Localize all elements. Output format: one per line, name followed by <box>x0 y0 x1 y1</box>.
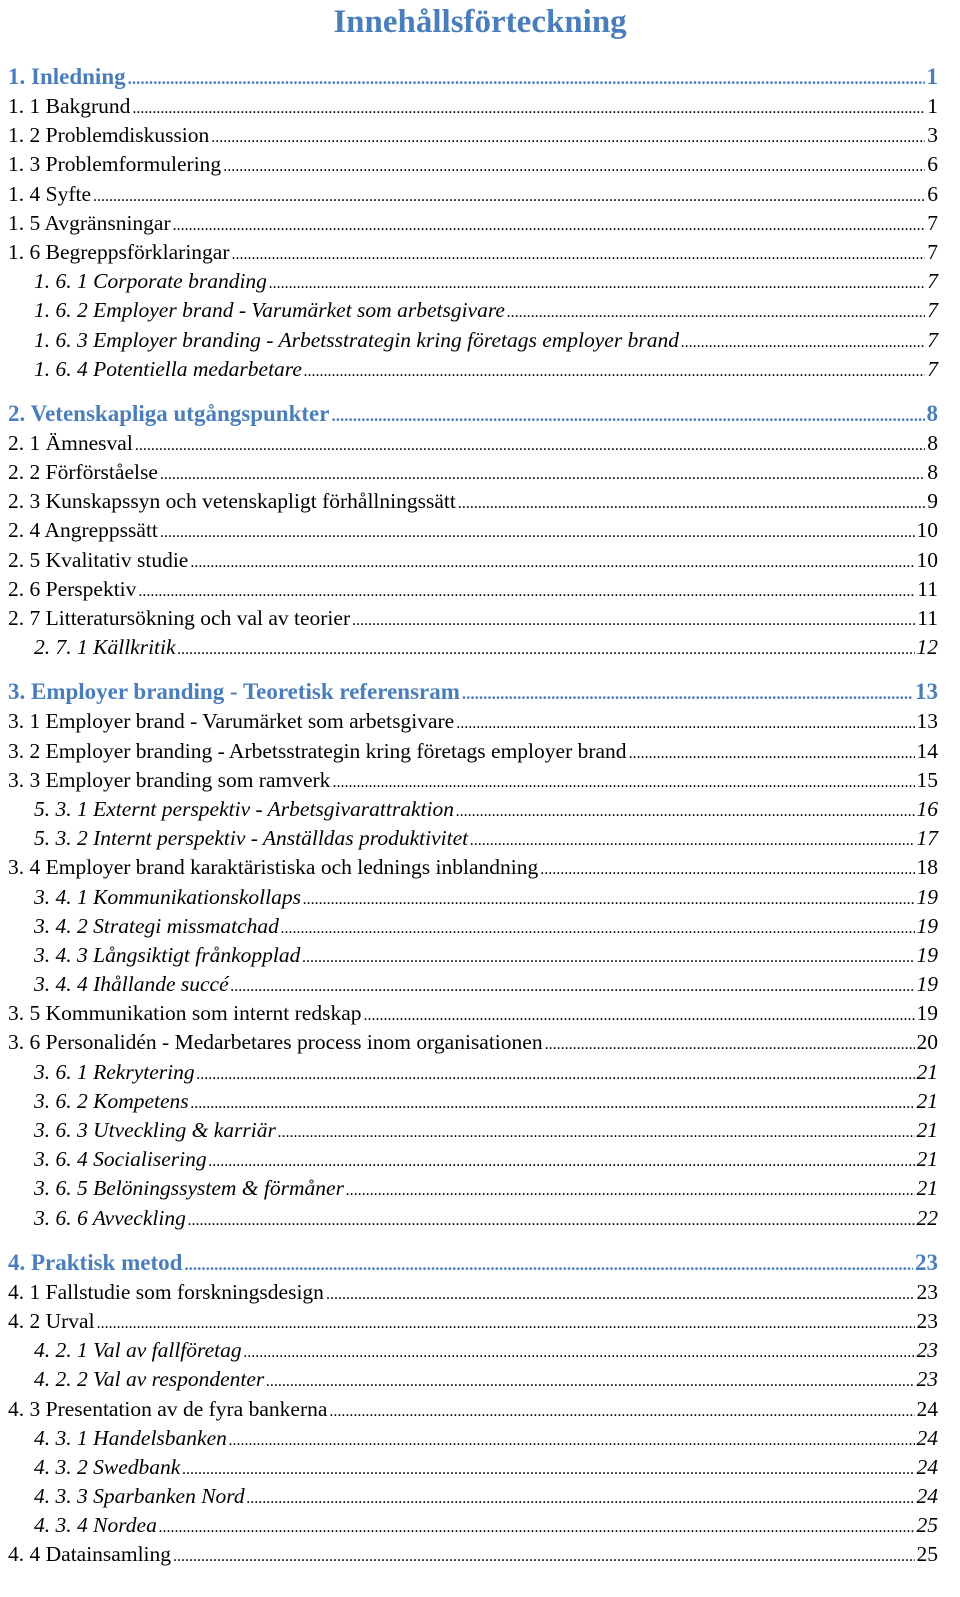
toc-dot-leader <box>182 1455 914 1484</box>
toc-page-number: 11 <box>917 576 938 601</box>
toc-entry-text: 5. 3. 2 Internt perspektiv - Anställdas produktivitet <box>34 826 469 851</box>
toc-dot-leader <box>281 914 915 943</box>
toc-page-number: 15 <box>916 767 938 792</box>
toc-entry-text: 2. 7. 1 Källkritik <box>34 635 176 660</box>
toc-entry-text: 1. 4 Syfte <box>8 181 92 206</box>
toc-entry-text: 4. 3. 3 Sparbanken Nord <box>34 1484 245 1509</box>
toc-dot-leader <box>209 1147 915 1176</box>
toc-subsection-entry[interactable] <box>8 1482 938 1511</box>
toc-section-entry[interactable] <box>8 1278 938 1307</box>
toc-section-entry[interactable] <box>8 487 938 516</box>
toc-entry-text: 4. 1 Fallstudie som forskningsdesign <box>8 1279 324 1304</box>
toc-section-entry[interactable] <box>8 737 938 766</box>
toc-entry-text: 2. 3 Kunskapssyn och vetenskapligt förhållningssätt <box>8 489 456 514</box>
toc-page-number: 24 <box>916 1454 938 1479</box>
toc-page-number: 21 <box>916 1059 938 1084</box>
toc-dot-leader <box>278 1118 915 1147</box>
toc-entry-text: 2. Vetenskapliga utgångspunkter <box>8 400 330 426</box>
toc-dot-leader <box>266 1367 914 1396</box>
toc-entry-text: 3. 3 Employer branding som ramverk <box>8 767 331 792</box>
toc-dot-leader <box>331 401 924 431</box>
toc-page-number: 7 <box>927 239 938 264</box>
toc-subsection-entry[interactable] <box>8 1145 938 1174</box>
toc-subsection-entry[interactable] <box>8 824 938 853</box>
toc-page-number: 20 <box>916 1030 938 1055</box>
toc-entry-text: 1. Inledning <box>8 64 126 89</box>
toc-dot-leader <box>332 768 914 797</box>
toc-dot-leader <box>190 548 914 577</box>
toc-page-number: 8 <box>926 400 938 426</box>
toc-entry-text: 3. 5 Kommunikation som internt redskap <box>8 1001 362 1026</box>
toc-entry-text: 3. 1 Employer brand - Varumärket som arbetsgivare <box>8 709 455 734</box>
toc-entry-text: 4. 3. 1 Handelsbanken <box>34 1425 227 1450</box>
toc-dot-leader <box>545 1030 915 1059</box>
toc-dot-leader <box>232 240 926 269</box>
toc-page-number: 23 <box>916 1338 938 1363</box>
toc-dot-leader <box>229 1426 915 1455</box>
toc-entry-text: 4. Praktisk metod <box>8 1249 183 1275</box>
toc-dot-leader <box>188 1206 915 1235</box>
toc-entry-text: 1. 6. 4 Potentiella medarbetare <box>34 356 302 381</box>
toc-entry-text: 4. 3. 4 Nordea <box>34 1513 157 1538</box>
toc-subsection-entry[interactable] <box>8 1058 938 1087</box>
toc-entry-text: 3. 6 Personalidén - Medarbetares process inom organisationen <box>8 1030 543 1055</box>
toc-page-number: 9 <box>927 489 938 514</box>
toc-section-entry[interactable] <box>8 92 938 121</box>
toc-entry-text: 2. 4 Angreppssätt <box>8 518 158 543</box>
toc-section-entry[interactable] <box>8 1028 938 1057</box>
toc-section-entry[interactable] <box>8 516 938 545</box>
toc-entry-text: 3. 2 Employer branding - Arbetsstrategin kring företags employer brand <box>8 738 627 763</box>
toc-dot-leader <box>470 826 914 855</box>
toc-section-entry[interactable] <box>8 150 938 179</box>
toc-page-number: 8 <box>927 430 938 455</box>
toc-subsection-entry[interactable] <box>8 1087 938 1116</box>
toc-dot-leader <box>135 431 925 460</box>
toc-page-number: 10 <box>916 518 938 543</box>
toc-entry-text: 2. 2 Förförståelse <box>8 460 158 485</box>
toc-entry-text: 3. Employer branding - Teoretisk referensram <box>8 679 460 705</box>
toc-dot-leader <box>197 1060 915 1089</box>
toc-subsection-entry[interactable] <box>8 795 938 824</box>
toc-entry-text: 4. 2 Urval <box>8 1308 95 1333</box>
toc-page-number: 7 <box>927 327 938 352</box>
toc-section-entry[interactable] <box>8 1540 938 1569</box>
toc-dot-leader <box>458 489 925 518</box>
toc-subsection-entry[interactable] <box>8 1511 938 1540</box>
toc-entry-text: 4. 3. 2 Swedbank <box>34 1454 181 1479</box>
toc-chapter-entry[interactable] <box>8 62 938 92</box>
toc-page-number: 17 <box>916 826 938 851</box>
toc-page-number: 24 <box>916 1484 938 1509</box>
toc-section-entry[interactable] <box>8 1307 938 1336</box>
toc-dot-leader <box>128 64 925 94</box>
toc-page-number: 23 <box>915 1249 938 1275</box>
toc-dot-leader <box>138 577 915 606</box>
toc-page-number: 21 <box>916 1147 938 1172</box>
toc-dot-leader <box>462 679 913 709</box>
toc-page-number: 7 <box>927 210 938 235</box>
toc-subsection-entry[interactable] <box>8 970 938 999</box>
toc-dot-leader <box>160 460 925 489</box>
toc-entry-text: 5. 3. 1 Externt perspektiv - Arbetsgivarattraktion <box>34 796 454 821</box>
toc-entry-text: 3. 6. 2 Kompetens <box>34 1088 189 1113</box>
toc-subsection-entry[interactable] <box>8 912 938 941</box>
toc-section-entry[interactable] <box>8 546 938 575</box>
toc-dot-leader <box>191 1089 915 1118</box>
toc-subsection-entry[interactable] <box>8 296 938 325</box>
toc-subsection-entry[interactable] <box>8 633 938 662</box>
toc-section-entry[interactable] <box>8 999 938 1028</box>
toc-title: Innehållsförteckning <box>333 4 627 40</box>
toc-entry-text: 1. 6. 2 Employer brand - Varumärket som arbetsgivare <box>34 298 505 323</box>
toc-dot-leader <box>352 606 915 635</box>
toc-subsection-entry[interactable] <box>8 941 938 970</box>
toc-page-number: 19 <box>916 884 938 909</box>
toc-entry-text: 4. 2. 2 Val av respondenter <box>34 1367 265 1392</box>
toc-entry-text: 3. 4 Employer brand karaktäristiska och lednings inblandning <box>8 855 539 880</box>
toc-dot-leader <box>456 797 915 826</box>
toc-entry-text: 4. 2. 1 Val av fallföretag <box>34 1338 242 1363</box>
toc-section-entry[interactable] <box>8 707 938 736</box>
toc-page-number: 24 <box>916 1425 938 1450</box>
toc-entry-text: 1. 2 Problemdiskussion <box>8 123 210 148</box>
toc-subsection-entry[interactable] <box>8 1365 938 1394</box>
toc-subsection-entry[interactable] <box>8 1336 938 1365</box>
toc-page-number: 19 <box>916 913 938 938</box>
toc-section-entry[interactable] <box>8 458 938 487</box>
toc-dot-leader <box>540 855 914 884</box>
toc-dot-leader <box>97 1309 915 1338</box>
toc-dot-leader <box>178 635 915 664</box>
toc-dot-leader <box>302 943 914 972</box>
toc-entry-text: 1. 6. 1 Corporate branding <box>34 269 267 294</box>
toc-subsection-entry[interactable] <box>8 1116 938 1145</box>
toc-page-number: 21 <box>916 1088 938 1113</box>
toc-dot-leader <box>681 328 925 357</box>
toc-page-number: 23 <box>916 1367 938 1392</box>
toc-subsection-entry[interactable] <box>8 326 938 355</box>
toc-entry-text: 3. 4. 2 Strategi missmatchad <box>34 913 279 938</box>
toc-page-number: 3 <box>927 123 938 148</box>
toc-page-number: 21 <box>916 1118 938 1142</box>
toc-dot-leader <box>93 182 925 211</box>
toc-section-entry[interactable] <box>8 121 938 150</box>
toc-page-number: 21 <box>916 1176 938 1201</box>
toc-entry-text: 4. 4 Datainsamling <box>8 1542 172 1567</box>
toc-dot-leader <box>507 298 925 327</box>
toc-section-entry[interactable] <box>8 429 938 458</box>
toc-subsection-entry[interactable] <box>8 1453 938 1482</box>
toc-dot-leader <box>304 357 925 386</box>
toc-page-number: 14 <box>916 738 938 763</box>
toc-page-number: 13 <box>915 679 938 705</box>
toc-subsection-entry[interactable] <box>8 883 938 912</box>
toc-section-entry[interactable] <box>8 575 938 604</box>
toc-entry-text: 3. 6. 4 Socialisering <box>34 1147 207 1172</box>
toc-section-entry[interactable] <box>8 1395 938 1424</box>
toc-page-number: 6 <box>927 152 938 177</box>
toc-entry-text: 4. 3 Presentation av de fyra bankerna <box>8 1396 328 1421</box>
toc-dot-leader <box>159 1513 915 1542</box>
toc-page-number: 7 <box>927 356 938 381</box>
toc-dot-leader <box>231 972 915 1001</box>
toc-entry-text: 2. 7 Litteratursökning och val av teorier <box>8 606 351 630</box>
table-of-contents <box>8 62 938 1570</box>
toc-page-number: 19 <box>916 972 938 997</box>
toc-section-entry[interactable] <box>8 766 938 795</box>
toc-dot-leader <box>346 1176 915 1205</box>
toc-chapter-entry[interactable] <box>8 399 938 429</box>
toc-page-number: 23 <box>916 1279 938 1304</box>
toc-dot-leader <box>173 211 926 240</box>
toc-dot-leader <box>184 1250 913 1280</box>
toc-page-number: 19 <box>916 942 938 967</box>
toc-dot-leader <box>269 269 925 298</box>
toc-entry-text: 3. 6. 6 Avveckling <box>34 1205 186 1230</box>
toc-subsection-entry[interactable] <box>8 1204 938 1233</box>
toc-entry-text: 3. 6. 5 Belöningssystem & förmåner <box>34 1176 344 1201</box>
toc-entry-text: 3. 4. 3 Långsiktigt frånkopplad <box>34 942 301 967</box>
toc-page-number: 1 <box>927 94 938 118</box>
toc-page-number: 8 <box>927 460 938 485</box>
toc-entry-text: 1. 5 Avgränsningar <box>8 210 171 235</box>
toc-page-number: 7 <box>927 298 938 323</box>
toc-chapter-entry[interactable] <box>8 677 938 707</box>
toc-page-number: 10 <box>916 547 938 572</box>
toc-dot-leader <box>160 518 915 547</box>
toc-dot-leader <box>364 1001 915 1030</box>
toc-entry-text: 1. 3 Problemformulering <box>8 152 222 177</box>
toc-section-entry[interactable] <box>8 180 938 209</box>
toc-entry-text: 1. 6 Begreppsförklaringar <box>8 239 230 264</box>
toc-dot-leader <box>329 1397 914 1426</box>
toc-entry-text: 2. 6 Perspektiv <box>8 576 137 601</box>
toc-page-number: 25 <box>916 1542 938 1567</box>
toc-dot-leader <box>456 709 914 738</box>
toc-dot-leader <box>223 152 925 181</box>
toc-page-number: 7 <box>927 269 938 294</box>
toc-dot-leader <box>303 885 915 914</box>
toc-entry-text: 2. 5 Kvalitativ studie <box>8 547 189 572</box>
toc-entry-text: 1. 1 Bakgrund <box>8 94 131 118</box>
toc-page-number: 6 <box>927 181 938 206</box>
toc-entry-text: 3. 6. 1 Rekrytering <box>34 1059 195 1084</box>
toc-page-number: 22 <box>916 1205 938 1230</box>
toc-subsection-entry[interactable] <box>8 267 938 296</box>
toc-dot-leader <box>132 94 925 123</box>
toc-entry-text: 3. 6. 3 Utveckling & karriär <box>34 1118 276 1142</box>
toc-page-number: 23 <box>916 1308 938 1333</box>
toc-page-number: 11 <box>917 606 938 630</box>
toc-dot-leader <box>629 739 915 768</box>
toc-section-entry[interactable] <box>8 209 938 238</box>
toc-subsection-entry[interactable] <box>8 355 938 384</box>
toc-entry-text: 3. 4. 4 Ihållande succé <box>34 972 229 997</box>
toc-entry-text: 2. 1 Ämnesval <box>8 430 133 455</box>
toc-entry-text: 1. 6. 3 Employer branding - Arbetsstrategin kring företags employer brand <box>34 327 679 352</box>
toc-page-number: 16 <box>916 796 938 821</box>
toc-section-entry[interactable] <box>8 238 938 267</box>
toc-page-number: 13 <box>916 709 938 734</box>
toc-page-number: 19 <box>916 1001 938 1026</box>
toc-subsection-entry[interactable] <box>8 1424 938 1453</box>
toc-page-number: 1 <box>926 64 938 89</box>
toc-page-number: 25 <box>916 1513 938 1538</box>
toc-dot-leader <box>211 123 925 152</box>
toc-section-entry[interactable] <box>8 853 938 882</box>
toc-page-number: 18 <box>916 855 938 880</box>
toc-entry-text: 3. 4. 1 Kommunikationskollaps <box>34 884 301 909</box>
toc-page-number: 24 <box>916 1396 938 1421</box>
toc-section-entry[interactable] <box>8 604 938 633</box>
toc-page-number: 12 <box>916 635 938 660</box>
toc-dot-leader <box>247 1484 915 1513</box>
toc-chapter-entry[interactable] <box>8 1248 938 1278</box>
toc-dot-leader <box>244 1338 915 1367</box>
toc-dot-leader <box>173 1542 914 1571</box>
toc-subsection-entry[interactable] <box>8 1174 938 1203</box>
toc-dot-leader <box>326 1280 915 1309</box>
